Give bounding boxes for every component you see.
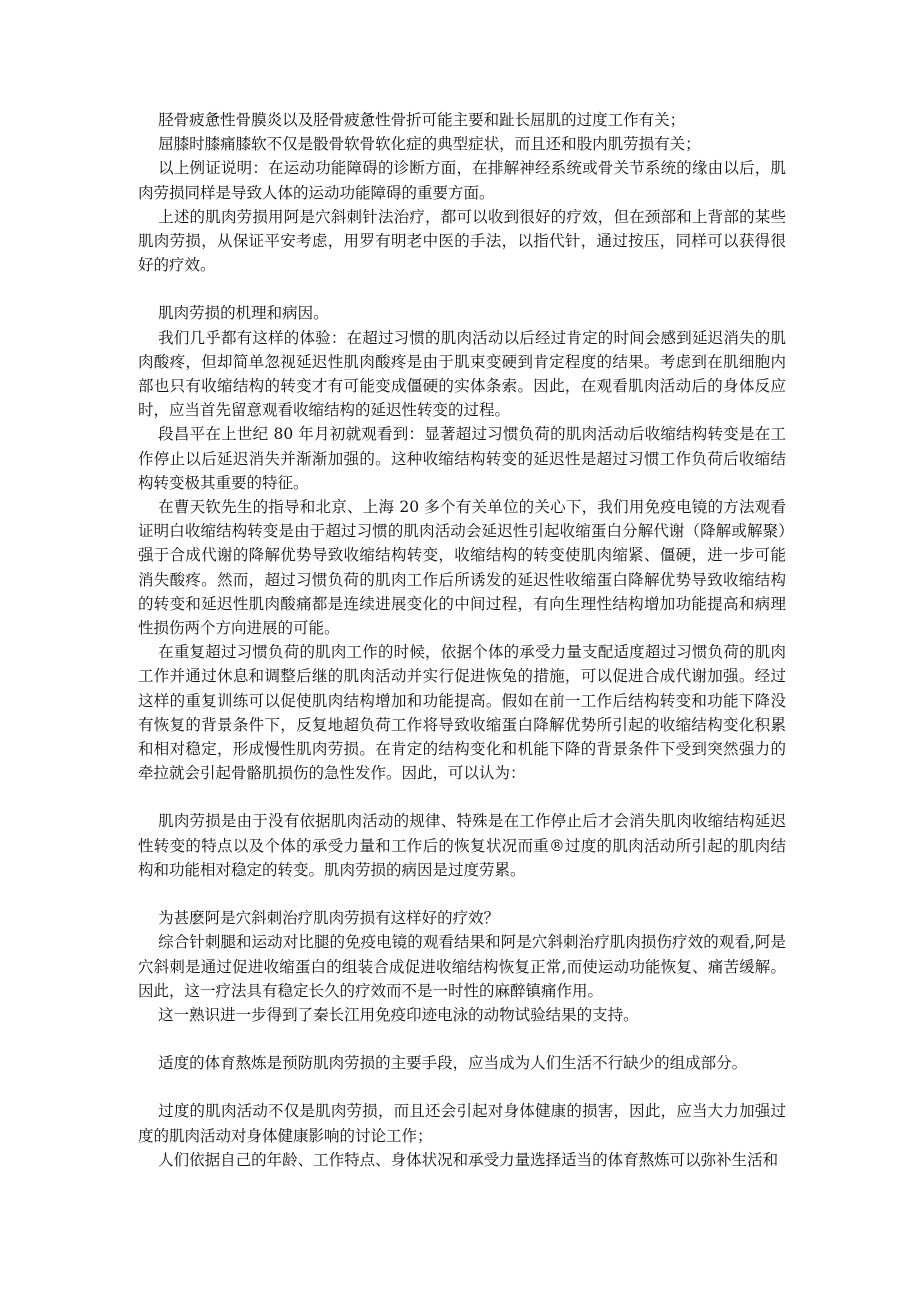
paragraph-tibia: 胫骨疲惫性骨膜炎以及胫骨疲惫性骨折可能主要和趾长屈肌的过度工作有关； [158, 111, 686, 129]
paragraph-gap [138, 882, 786, 906]
paragraph-definition: 肌肉劳损是由于没有依据肌肉活动的规律、特殊是在工作停止后才会消失肌肉收缩结构延迟性转变的特点以及个体的承受力量和工作后的恢复状况而重®过度的肌肉活动所引起的肌肉结构和功能相对稳定的转变。肌肉劳损的病因是过度劳累。 [138, 812, 786, 879]
document-page [138, 108, 786, 1172]
paragraph-gap [138, 785, 786, 809]
paragraph-excessive-activity: 过度的肌肉活动不仅是肌肉劳损，而且还会引起对身体健康的损害，因此，应当大力加强过度的肌肉活动对身体健康影响的讨论工作； [138, 1102, 786, 1145]
paragraph-gap [138, 1075, 786, 1099]
paragraph-immuno-em: 在曹天钦先生的指导和北京、上海 20 多个有关单位的关心下，我们用免疫电镜的方法观看证明白收缩结构转变是由于超过习惯的肌肉活动会延迟性引起收缩蛋白分解代谢（降解或解聚）强于合成代谢的降解优势导致收缩结构转变，收缩结构的转变使肌肉缩紧、僵硬，进一步可能消失酸疼。然而，超过习惯负荷的肌肉工作后所诱发的延迟性收缩蛋白降解优势导致收缩结构的转变和延迟性肌肉酸痛都是连续进展变化的中间过程，有向生理性结构增加功能提高和病理性损伤两个方向进展的可能。 [138, 498, 786, 638]
paragraph-exercise: 适度的体育熬炼是预防肌肉劳损的主要手段，应当成为人们生活不行缺少的组成部分。 [158, 1054, 748, 1073]
paragraph-observation: 段昌平在上世纪 80 年月初就观看到：显著超过习惯负荷的肌肉活动后收缩结构转变是在工作停止以后延迟消失并渐渐加强的。这种收缩结构转变的延迟性是超过习惯工作负荷后收缩结构转变极其重要的特征。 [138, 425, 786, 492]
paragraph-treatment: 上述的肌肉劳损用阿是穴斜刺针法治疗，都可以收到很好的疗效，但在颈部和上背部的某些肌肉劳损，从保证平安考虑，用罗有明老中医的手法，以指代针，通过按压，同样可以获得很好的疗效。 [138, 207, 786, 275]
paragraph-knee: 屈膝时膝痛膝软不仅是骰骨软骨软化症的典型症状，而且还和股内肌劳损有关； [158, 135, 701, 154]
paragraph-gap [138, 277, 786, 301]
paragraph-example-summary: 以上例证说明：在运动功能障碍的诊断方面，在排解神经系统或骨关节系统的缘由以后，肌肉劳损同样是导致人体的运动功能障碍的重要方面。 [138, 159, 786, 202]
paragraph-choose-exercise: 人们依据自己的年龄、工作特点、身体状况和承受力量选择适当的体育熬炼可以弥补生活和 [158, 1150, 779, 1169]
paragraph-support: 这一熟识进一步得到了秦长江用免疫印迹电泳的动物试验结果的支持。 [158, 1005, 639, 1024]
paragraph-repeated-work: 在重复超过习惯负荷的肌肉工作的时候，依据个体的承受力量支配适度超过习惯负荷的肌肉工作并通过休息和调整后继的肌肉活动并实行促进恢兔的措施，可以促进合成代谢加强。经过这样的重复训练可以促使肌肉结构增加和功能提高。假如在前一工作后结构转变和功能下降没有恢复的背景条件下，反复地超负荷工作将导致收缩蛋白降解优势所引起的收缩结构变化积累和相对稳定，形成慢性肌肉劳损。在肯定的结构变化和机能下降的背景条件下受到突然强力的牵拉就会引起骨骼肌损伤的急性发作。因此，可以认为： [138, 643, 786, 783]
paragraph-efficacy: 综合针刺腿和运动对比腿的免疫电镜的观看结果和阿是穴斜刺治疗肌肉损伤疗效的观看,阿是穴斜刺是通过促进收缩蛋白的组装合成促进收缩结构恢复正常,而使运动功能恢复、痛苦缓解。因此，这一疗法具有稳定长久的疗效而不是一时性的麻醉镇痛作用。 [138, 933, 786, 1000]
paragraph-gap [138, 1027, 786, 1051]
paragraph-experience: 我们几乎都有这样的体验：在超过习惯的肌肉活动以后经过肯定的时间会感到延迟消失的肌肉酸疼，但却简单忽视延迟性肌肉酸疼是由于肌束变硬到肯定程度的结果。考虑到在肌细胞内部也只有收缩结构的转变才有可能变成僵硬的实体条索。因此，在观看肌肉活动后的身体反应时，应当首先留意观看收缩结构的延迟性转变的过程。 [138, 328, 786, 420]
section-heading-mechanism: 肌肉劳损的机理和病因。 [158, 304, 329, 323]
section-heading-efficacy: 为甚麽阿是穴斜刺治疗肌肉劳损有这样好的疗效？ [158, 909, 500, 928]
